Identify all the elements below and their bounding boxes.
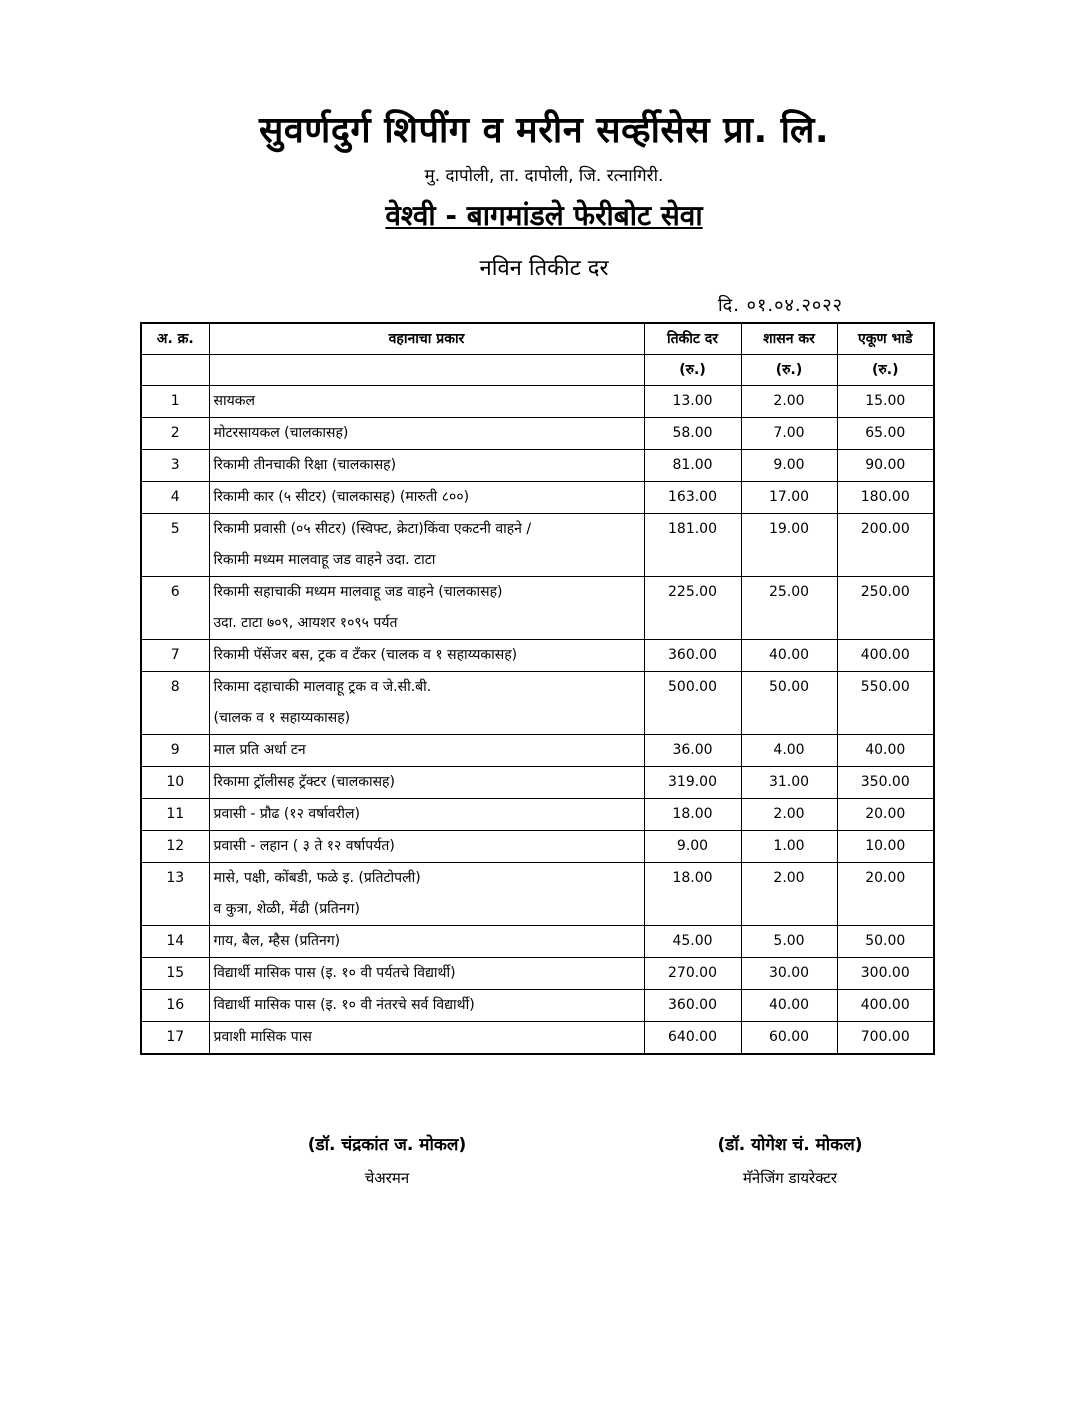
row-total-fare: 250.00 bbox=[837, 577, 934, 640]
table-header-row bbox=[141, 323, 934, 355]
row-description bbox=[209, 640, 644, 672]
row-total-fare: 350.00 bbox=[837, 767, 934, 799]
table-row bbox=[141, 577, 934, 640]
description-line: माल प्रति अर्धा टन bbox=[213, 742, 306, 758]
row-ticket-fare: 319.00 bbox=[644, 767, 741, 799]
row-serial: 11 bbox=[141, 799, 209, 831]
units-total-fare: (रु.) bbox=[837, 355, 934, 386]
row-govt-tax: 31.00 bbox=[741, 767, 837, 799]
table-row bbox=[141, 450, 934, 482]
row-serial: 3 bbox=[141, 450, 209, 482]
row-description bbox=[209, 514, 644, 577]
row-description bbox=[209, 990, 644, 1022]
description-line: गाय, बैल, म्हैस (प्रतिनग) bbox=[213, 933, 341, 949]
row-govt-tax: 4.00 bbox=[741, 735, 837, 767]
row-govt-tax: 9.00 bbox=[741, 450, 837, 482]
table-row bbox=[141, 831, 934, 863]
row-govt-tax: 30.00 bbox=[741, 958, 837, 990]
row-serial: 13 bbox=[141, 863, 209, 926]
row-ticket-fare: 500.00 bbox=[644, 672, 741, 735]
units-vehicle-type bbox=[209, 355, 644, 386]
row-serial: 10 bbox=[141, 767, 209, 799]
row-description bbox=[209, 735, 644, 767]
row-total-fare: 40.00 bbox=[837, 735, 934, 767]
row-ticket-fare: 36.00 bbox=[644, 735, 741, 767]
row-total-fare: 90.00 bbox=[837, 450, 934, 482]
row-ticket-fare: 81.00 bbox=[644, 450, 741, 482]
row-ticket-fare: 640.00 bbox=[644, 1022, 741, 1055]
description-line: प्रवाशी मासिक पास bbox=[213, 1029, 312, 1045]
row-ticket-fare: 360.00 bbox=[644, 990, 741, 1022]
description-line: (चालक व १ सहाय्यकासह) bbox=[213, 710, 351, 726]
document-subtitle: नविन तिकीट दर bbox=[479, 256, 609, 281]
row-description bbox=[209, 482, 644, 514]
row-description bbox=[209, 767, 644, 799]
row-description bbox=[209, 450, 644, 482]
row-serial: 1 bbox=[141, 386, 209, 418]
row-total-fare: 200.00 bbox=[837, 514, 934, 577]
row-description bbox=[209, 1022, 644, 1055]
description-line: रिकामी तीनचाकी रिक्षा (चालकासह) bbox=[213, 457, 397, 473]
chairman-role: चेअरमन bbox=[364, 1169, 410, 1187]
row-total-fare: 400.00 bbox=[837, 990, 934, 1022]
row-total-fare: 550.00 bbox=[837, 672, 934, 735]
row-serial: 14 bbox=[141, 926, 209, 958]
row-serial: 4 bbox=[141, 482, 209, 514]
row-ticket-fare: 45.00 bbox=[644, 926, 741, 958]
row-govt-tax: 2.00 bbox=[741, 799, 837, 831]
row-govt-tax: 17.00 bbox=[741, 482, 837, 514]
units-govt-tax: (रु.) bbox=[741, 355, 837, 386]
header-govt-tax: शासन कर bbox=[741, 323, 837, 355]
table-row bbox=[141, 514, 934, 577]
units-ticket-fare: (रु.) bbox=[644, 355, 741, 386]
units-serial bbox=[141, 355, 209, 386]
row-description bbox=[209, 577, 644, 640]
row-govt-tax: 19.00 bbox=[741, 514, 837, 577]
row-govt-tax: 60.00 bbox=[741, 1022, 837, 1055]
description-line: रिकामा ट्रॉलीसह ट्रॅक्टर (चालकासह) bbox=[213, 774, 395, 790]
chairman-signature-name: (डॉ. चंद्रकांत ज. मोकल) bbox=[307, 1135, 467, 1155]
row-ticket-fare: 225.00 bbox=[644, 577, 741, 640]
row-serial: 6 bbox=[141, 577, 209, 640]
row-total-fare: 700.00 bbox=[837, 1022, 934, 1055]
row-description bbox=[209, 926, 644, 958]
description-line: प्रवासी - लहान ( ३ ते १२ वर्षापर्यत) bbox=[213, 838, 395, 854]
service-title: वेश्वी - बागमांडले फेरीबोट सेवा bbox=[385, 199, 703, 232]
description-line: रिकामी पॅसेंजर बस, ट्रक व टँकर (चालक व १ सहाय्यकासह) bbox=[213, 647, 518, 663]
row-total-fare: 20.00 bbox=[837, 863, 934, 926]
row-serial: 8 bbox=[141, 672, 209, 735]
description-line: रिकामा दहाचाकी मालवाहू ट्रक व जे.सी.बी. bbox=[213, 679, 432, 695]
row-govt-tax: 40.00 bbox=[741, 990, 837, 1022]
table-row bbox=[141, 1022, 934, 1055]
row-govt-tax: 25.00 bbox=[741, 577, 837, 640]
row-govt-tax: 40.00 bbox=[741, 640, 837, 672]
row-total-fare: 65.00 bbox=[837, 418, 934, 450]
table-row bbox=[141, 482, 934, 514]
description-line: मासे, पक्षी, कोंबडी, फळे इ. (प्रतिटोपली) bbox=[213, 870, 421, 886]
row-total-fare: 20.00 bbox=[837, 799, 934, 831]
row-serial: 2 bbox=[141, 418, 209, 450]
row-serial: 12 bbox=[141, 831, 209, 863]
row-description bbox=[209, 863, 644, 926]
row-serial: 16 bbox=[141, 990, 209, 1022]
table-units-row bbox=[141, 355, 934, 386]
row-ticket-fare: 163.00 bbox=[644, 482, 741, 514]
md-signature-name: (डॉ. योगेश चं. मोकल) bbox=[717, 1135, 863, 1155]
table-row bbox=[141, 386, 934, 418]
row-total-fare: 15.00 bbox=[837, 386, 934, 418]
table-row bbox=[141, 735, 934, 767]
row-govt-tax: 7.00 bbox=[741, 418, 837, 450]
company-address: मु. दापोली, ता. दापोली, जि. रत्नागिरी. bbox=[424, 166, 664, 186]
header-total-fare: एकूण भाडे bbox=[837, 323, 934, 355]
description-line: विद्यार्थी मासिक पास (इ. १० वी पर्यतचे विद्यार्थी) bbox=[213, 965, 456, 981]
table-row bbox=[141, 799, 934, 831]
row-description bbox=[209, 831, 644, 863]
row-description bbox=[209, 672, 644, 735]
description-line: व कुत्रा, शेळी, मेंढी (प्रतिनग) bbox=[213, 901, 360, 917]
description-line: उदा. टाटा ७०९, आयशर १०९५ पर्यत bbox=[213, 615, 398, 631]
description-line: रिकामी मध्यम मालवाहू जड वाहने उदा. टाटा bbox=[213, 552, 436, 568]
row-ticket-fare: 360.00 bbox=[644, 640, 741, 672]
table-row bbox=[141, 418, 934, 450]
row-ticket-fare: 9.00 bbox=[644, 831, 741, 863]
table-row bbox=[141, 672, 934, 735]
row-total-fare: 300.00 bbox=[837, 958, 934, 990]
row-description bbox=[209, 958, 644, 990]
description-line: प्रवासी - प्रौढ (१२ वर्षावरील) bbox=[213, 806, 360, 822]
description-line: सायकल bbox=[213, 393, 255, 409]
row-ticket-fare: 181.00 bbox=[644, 514, 741, 577]
row-serial: 17 bbox=[141, 1022, 209, 1055]
row-ticket-fare: 270.00 bbox=[644, 958, 741, 990]
md-role: मॅनेजिंग डायरेक्टर bbox=[742, 1169, 838, 1187]
description-line: रिकामी प्रवासी (०५ सीटर) (स्विफ्ट, क्रेटा)किंवा एकटनी वाहने / bbox=[213, 521, 532, 537]
table-row bbox=[141, 926, 934, 958]
header-serial: अ. क्र. bbox=[141, 323, 209, 355]
fare-table bbox=[140, 322, 935, 1055]
table-row bbox=[141, 640, 934, 672]
document-date: दि. ०१.०४.२०२२ bbox=[718, 295, 843, 316]
row-total-fare: 400.00 bbox=[837, 640, 934, 672]
row-description bbox=[209, 418, 644, 450]
company-name: सुवर्णदुर्ग शिपींग व मरीन सर्व्हीसेस प्रा. लि. bbox=[258, 110, 830, 151]
row-govt-tax: 1.00 bbox=[741, 831, 837, 863]
row-serial: 7 bbox=[141, 640, 209, 672]
description-line: मोटरसायकल (चालकासह) bbox=[213, 425, 349, 441]
row-description bbox=[209, 386, 644, 418]
table-row bbox=[141, 958, 934, 990]
row-govt-tax: 50.00 bbox=[741, 672, 837, 735]
row-govt-tax: 2.00 bbox=[741, 863, 837, 926]
table-row bbox=[141, 767, 934, 799]
header-ticket-fare: तिकीट दर bbox=[644, 323, 741, 355]
row-total-fare: 10.00 bbox=[837, 831, 934, 863]
row-total-fare: 180.00 bbox=[837, 482, 934, 514]
row-ticket-fare: 18.00 bbox=[644, 863, 741, 926]
row-govt-tax: 2.00 bbox=[741, 386, 837, 418]
row-ticket-fare: 13.00 bbox=[644, 386, 741, 418]
description-line: रिकामी सहाचाकी मध्यम मालवाहू जड वाहने (चालकासह) bbox=[213, 584, 503, 600]
description-line: रिकामी कार (५ सीटर) (चालकासह) (मारुती ८००) bbox=[213, 489, 470, 505]
row-serial: 15 bbox=[141, 958, 209, 990]
row-serial: 5 bbox=[141, 514, 209, 577]
table-row bbox=[141, 863, 934, 926]
row-ticket-fare: 58.00 bbox=[644, 418, 741, 450]
row-ticket-fare: 18.00 bbox=[644, 799, 741, 831]
header-vehicle-type: वहानाचा प्रकार bbox=[209, 323, 644, 355]
row-serial: 9 bbox=[141, 735, 209, 767]
row-govt-tax: 5.00 bbox=[741, 926, 837, 958]
row-total-fare: 50.00 bbox=[837, 926, 934, 958]
description-line: विद्यार्थी मासिक पास (इ. १० वी नंतरचे सर्व विद्यार्थी) bbox=[213, 997, 475, 1013]
row-description bbox=[209, 799, 644, 831]
fare-table-body bbox=[141, 386, 934, 1055]
table-row bbox=[141, 990, 934, 1022]
